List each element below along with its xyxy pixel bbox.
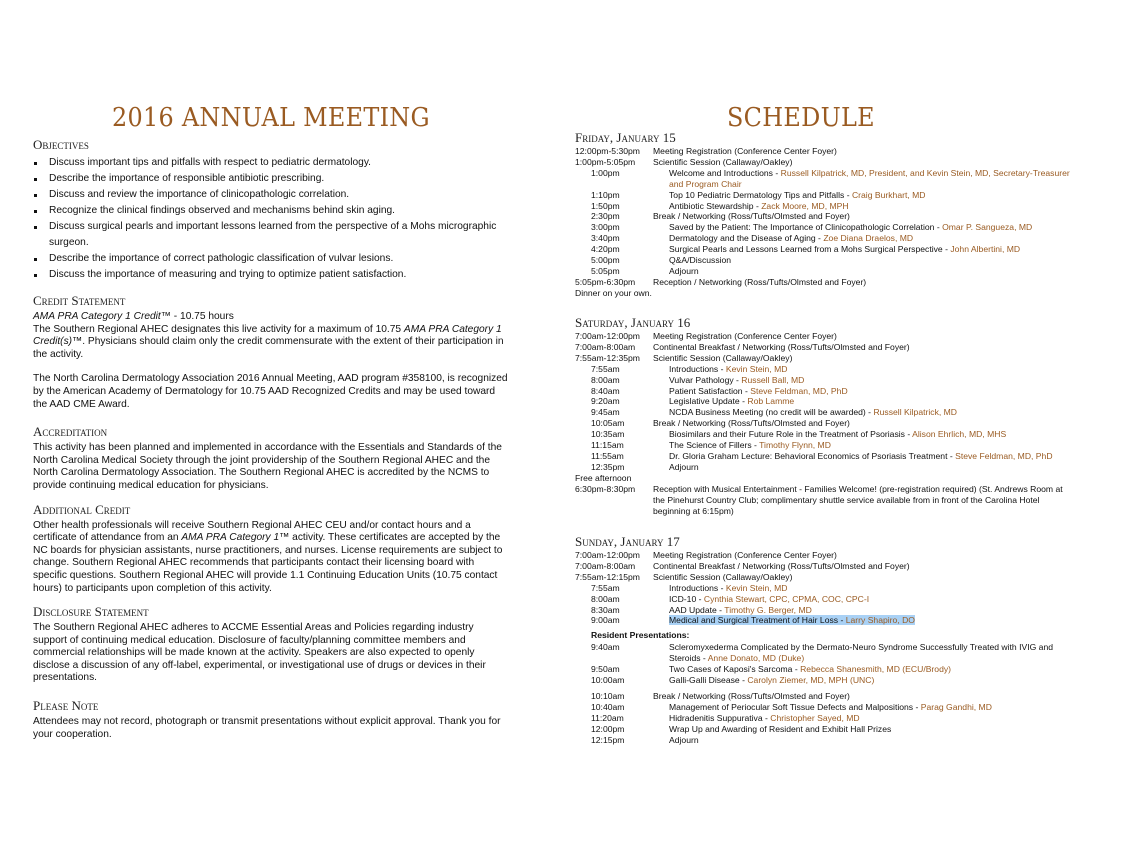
- session-description: [669, 233, 1075, 244]
- session-title: Dermatology and the Disease of Aging: [669, 233, 816, 244]
- speaker-name: Steve Feldman, MD, PhD: [750, 385, 848, 396]
- schedule-row: [575, 353, 1075, 364]
- session-description: [653, 331, 1075, 342]
- session-time: 10:35am: [591, 429, 625, 440]
- schedule-row: [575, 386, 1075, 397]
- session-description: [669, 386, 1075, 397]
- schedule-row: [575, 222, 1075, 233]
- schedule-row: [575, 342, 1075, 353]
- accreditation-text: This activity has been planned and implemented in accordance with the Essentials and Standards of the North Carolina Medical Society through the joint providership of the Southern Regional AHEC and the North Carolina Dermatology Association. The Southern Regional AHEC is accredited by the NCMS to provide continuing medical education for physicians.: [33, 442, 502, 491]
- session-text: [653, 484, 1063, 516]
- session-time: 12:00pm-5:30pm: [575, 146, 640, 156]
- speaker-name: Larry Shapiro, DO: [845, 615, 915, 626]
- session-text: [669, 735, 699, 745]
- schedule-row: [575, 561, 1075, 572]
- session-time: 7:00am-12:00pm: [575, 331, 640, 341]
- session-title: NCDA Business Meeting (no credit will be awarded): [669, 407, 866, 418]
- resident-presentations-heading: Resident Presentations:: [591, 630, 690, 641]
- schedule-row: [575, 396, 1075, 407]
- session-time: 7:55am-12:35pm: [575, 352, 640, 363]
- session-text: [653, 211, 850, 221]
- schedule-row: [575, 201, 1075, 212]
- text: AMA PRA Category 1™: [181, 532, 290, 544]
- session-description: [653, 342, 1075, 353]
- session-title: Legislative Update: [669, 396, 740, 407]
- session-text: The Science of Fillers - Timothy Flynn, MD: [669, 440, 831, 451]
- session-text: Saved by the Patient: The Importance of Clinicopathologic Correlation - Omar P. Sangueza, MD: [669, 222, 1033, 233]
- session-description: [669, 594, 1075, 605]
- session-title: Two Cases of Kaposi's Sarcoma: [669, 664, 793, 675]
- schedule-row: [575, 462, 1075, 473]
- session-title: Biosimilars and their Future Role in the Treatment of Psoriasis: [669, 429, 905, 440]
- session-title: Reception / Networking (Ross/Tufts/Olmsted and Foyer): [653, 276, 867, 287]
- schedule-row: [575, 484, 1075, 517]
- session-description: [669, 244, 1075, 255]
- schedule-row: [575, 664, 1075, 675]
- speaker-name: Russell Kilpatrick, MD, President, and Kevin Stein, MD, Secretary-Treasurer and Program Chair: [669, 167, 1070, 189]
- session-title: Welcome and Introductions: [669, 167, 773, 178]
- session-time: 10:00am: [591, 674, 625, 685]
- session-description: [669, 190, 1075, 201]
- session-description: [669, 664, 1075, 675]
- session-description: [669, 266, 1075, 277]
- session-time: 7:55am: [591, 582, 620, 593]
- session-text: Biosimilars and their Future Role in the Treatment of Psoriasis - Alison Ehrlich, MD, MHS: [669, 429, 1007, 440]
- session-text: [653, 146, 837, 156]
- text: Other health professionals will receive Southern Regional AHEC CEU and/or contact hours and a certificate of attendance from an: [33, 519, 471, 544]
- schedule-row: [575, 473, 1075, 484]
- day-heading: Friday, January 15: [575, 130, 676, 145]
- session-title: AAD Update: [669, 604, 717, 615]
- session-time: 11:15am: [591, 440, 624, 451]
- session-time: 12:00pm: [591, 723, 625, 734]
- session-description: [653, 418, 1075, 429]
- session-title: Introductions: [669, 363, 719, 374]
- speaker-name: Zack Moore, MD, MPH: [761, 200, 849, 211]
- please-note-text: Attendees may not record, photograph or transmit presentations without explicit approval. Thank you for your cooperation.: [33, 716, 501, 740]
- credit-heading: Credit Statement: [33, 293, 126, 308]
- session-time: 5:00pm: [591, 255, 620, 266]
- disclosure-text: The Southern Regional AHEC adheres to ACCME Essential Areas and Policies regarding industry support of continuing medical education. Disclosure of faculty/planning committee members and commercial relationships will be made known at the activity. Speakers are also expected to openly disclose a discussion of any off-label, experimental, or investigational use of drugs or devices in their presentations.: [33, 622, 486, 684]
- session-text: Dermatology and the Disease of Aging - Zoe Diana Draelos, MD: [669, 233, 914, 244]
- day-heading: Sunday, January 17: [575, 534, 680, 549]
- selected-text: Medical and Surgical Treatment of Hair Loss - Larry Shapiro, DO: [669, 615, 915, 626]
- additional-credit-heading: Additional Credit: [33, 501, 131, 517]
- speaker-name: Timothy G. Berger, MD: [724, 604, 812, 615]
- session-time: 10:05am: [591, 418, 625, 429]
- schedule-row: [575, 440, 1075, 451]
- list-item: Discuss surgical pearls and important lessons learned from the perspective of a Mohs micrographic surgeon.: [33, 219, 508, 251]
- session-text: [653, 572, 792, 582]
- session-text: ICD-10 - Cynthia Stewart, CPC, CPMA, COC, CPC-I: [669, 593, 870, 604]
- session-time: 3:40pm: [591, 233, 620, 244]
- please-note-heading: Please Note: [33, 698, 99, 714]
- session-title: Adjourn: [669, 734, 699, 745]
- session-title: Dinner on your own.: [575, 287, 652, 298]
- session-time: 10:40am: [591, 701, 625, 712]
- session-text: Two Cases of Kaposi's Sarcoma - Rebecca Shanesmith, MD (ECU/Brody): [669, 664, 952, 675]
- list-item: Describe the importance of responsible antibiotic prescribing.: [33, 171, 508, 187]
- session-text: [653, 342, 910, 352]
- session-title: Dr. Gloria Graham Lecture: Behavioral Economics of Psoriasis Treatment: [669, 450, 948, 461]
- list-item: Describe the importance of correct pathologic classification of vulvar lesions.: [33, 251, 508, 267]
- list-item: Discuss the importance of measuring and trying to optimize patient satisfaction.: [33, 267, 508, 283]
- session-description: [669, 675, 1075, 686]
- session-text: Hidradenitis Suppurativa - Christopher Sayed, MD: [669, 712, 860, 723]
- session-text: Welcome and Introductions - Russell Kilpatrick, MD, President, and Kevin Stein, MD, Secretary-Treasurer and Program Chair: [669, 167, 1070, 189]
- session-title: Meeting Registration (Conference Center Foyer): [653, 146, 837, 156]
- session-title: Vulvar Pathology: [669, 374, 734, 385]
- session-text: [575, 288, 652, 298]
- speaker-name: Carolyn Ziemer, MD, MPH (UNC): [747, 674, 875, 685]
- session-description: [575, 473, 1075, 484]
- session-time: 9:45am: [591, 407, 620, 418]
- session-description: [669, 615, 1075, 626]
- session-text: Vulvar Pathology - Russell Ball, MD: [669, 374, 805, 385]
- session-title: Medical and Surgical Treatment of Hair Loss: [669, 615, 839, 626]
- speaker-name: Steve Feldman, MD, PhD: [955, 450, 1053, 461]
- speaker-name: Rob Lamme: [747, 396, 795, 407]
- session-title: Break / Networking (Ross/Tufts/Olmsted and Foyer): [653, 211, 850, 222]
- session-description: [669, 713, 1075, 724]
- schedule-row: [575, 429, 1075, 440]
- session-time: 7:00am-8:00am: [575, 560, 636, 571]
- session-text: Patient Satisfaction - Steve Feldman, MD, PhD: [669, 385, 848, 396]
- session-title: Scleromyxederma Complicated by the Dermato-Neuro Syndrome Successfully Treated with IVIG and Steroids: [669, 642, 1054, 664]
- schedule-row: [575, 724, 1075, 735]
- list-item: Recognize the clinical findings observed and mechanisms behind skin aging.: [33, 203, 508, 219]
- session-title: Saved by the Patient: The Importance of Clinicopathologic Correlation: [669, 222, 935, 233]
- session-description: [653, 572, 1075, 583]
- schedule-row: [575, 255, 1075, 266]
- session-time: 5:05pm-6:30pm: [575, 276, 636, 287]
- credit-line: [33, 311, 508, 324]
- list-item: Discuss important tips and pitfalls with respect to pediatric dermatology.: [33, 155, 508, 171]
- session-title: Top 10 Pediatric Dermatology Tips and Pitfalls: [669, 189, 845, 200]
- schedule-row: [575, 713, 1075, 724]
- session-description: [669, 375, 1075, 386]
- session-title: Meeting Registration (Conference Center Foyer): [653, 331, 837, 341]
- schedule-row: [575, 364, 1075, 375]
- session-time: 7:55am-12:15pm: [575, 571, 640, 582]
- day-heading: Saturday, January 16: [575, 315, 691, 330]
- schedule-row: [575, 375, 1075, 386]
- session-text: [653, 277, 866, 287]
- session-text: [653, 353, 792, 363]
- session-description: [653, 561, 1075, 572]
- session-description: [653, 353, 1075, 364]
- schedule-title: SCHEDULE: [727, 103, 875, 133]
- session-time: 6:30pm-8:30pm: [575, 483, 636, 494]
- speaker-name: Christopher Sayed, MD: [770, 712, 860, 723]
- session-time: 1:00pm-5:05pm: [575, 156, 636, 167]
- session-title: Continental Breakfast / Networking (Ross/Tufts/Olmsted and Foyer): [653, 560, 910, 571]
- session-text: Introductions - Kevin Stein, MD: [669, 363, 788, 374]
- session-text: NCDA Business Meeting (no credit will be awarded) - Russell Kilpatrick, MD: [669, 407, 958, 418]
- session-description: [669, 364, 1075, 375]
- page-title: 2016 ANNUAL MEETING: [112, 103, 430, 133]
- session-text: Galli-Galli Disease - Carolyn Ziemer, MD, MPH (UNC): [669, 674, 875, 685]
- list-item: Discuss and review the importance of clinicopathologic correlation.: [33, 187, 508, 203]
- speaker-name: Timothy Flynn, MD: [759, 440, 831, 451]
- session-text: Management of Periocular Soft Tissue Defects and Malpositions - Parag Gandhi, MD: [669, 701, 992, 712]
- speaker-name: Russell Ball, MD: [741, 374, 805, 385]
- session-description: [669, 642, 1075, 664]
- session-description: [669, 451, 1075, 462]
- schedule-row: [575, 266, 1075, 277]
- session-title: Hidradenitis Suppurativa: [669, 712, 763, 723]
- schedule-row: [575, 277, 1075, 288]
- schedule-row: [575, 572, 1075, 583]
- session-description: [669, 605, 1075, 616]
- session-text: AAD Update - Timothy G. Berger, MD: [669, 604, 812, 615]
- schedule-row: [575, 691, 1075, 702]
- session-description: [653, 691, 1075, 702]
- session-description: [669, 222, 1075, 233]
- session-description: [669, 583, 1075, 594]
- schedule-row: [575, 735, 1075, 746]
- credit-type: AMA PRA Category 1 Credit™: [33, 311, 171, 322]
- session-time: 9:50am: [591, 664, 620, 675]
- schedule-row: [575, 418, 1075, 429]
- session-title: Introductions: [669, 582, 719, 593]
- speaker-name: Zoe Diana Draelos, MD: [823, 233, 914, 244]
- day-sunday: [575, 534, 1075, 745]
- session-text: [653, 550, 837, 560]
- session-title: Surgical Pearls and Lessons Learned from a Mohs Surgical Perspective: [669, 244, 943, 255]
- schedule-row: [575, 605, 1075, 616]
- schedule-row: [575, 157, 1075, 168]
- session-description: [669, 407, 1075, 418]
- session-time: 9:20am: [591, 396, 620, 407]
- accreditation-heading: Accreditation: [33, 424, 108, 440]
- schedule-row: [575, 244, 1075, 255]
- session-time: 1:00pm: [591, 167, 620, 178]
- session-description: [653, 146, 1075, 157]
- session-time: 2:30pm: [591, 211, 620, 222]
- session-time: 9:40am: [591, 642, 620, 653]
- schedule-row: [575, 615, 1075, 626]
- text: AMA PRA Category 1 Credit(s)™: [33, 323, 502, 348]
- schedule-row: [575, 331, 1075, 342]
- speaker-name: Kevin Stein, MD: [725, 582, 788, 593]
- additional-credit-text: [33, 520, 508, 596]
- session-description: [669, 440, 1075, 451]
- disclosure-heading: Disclosure Statement: [33, 604, 149, 620]
- session-time: 9:00am: [591, 615, 620, 626]
- session-time: 7:00am-8:00am: [575, 341, 636, 352]
- session-time: 8:40am: [591, 385, 620, 396]
- session-title: Meeting Registration (Conference Center Foyer): [653, 550, 837, 560]
- schedule-row: [575, 146, 1075, 157]
- session-text: [669, 266, 699, 276]
- session-text: [653, 418, 850, 428]
- session-time: 12:35pm: [591, 461, 625, 472]
- day-friday: [575, 130, 1075, 299]
- session-time: 1:50pm: [591, 200, 620, 211]
- session-description: [669, 255, 1075, 266]
- schedule-row: [575, 168, 1075, 190]
- meeting-info: [33, 137, 508, 750]
- speaker-name: Rebecca Shanesmith, MD (ECU/Brody): [800, 664, 952, 675]
- session-text: Antibiotic Stewardship - Zack Moore, MD, MPH: [669, 200, 849, 211]
- session-time: 1:10pm: [591, 189, 620, 200]
- speaker-name: Cynthia Stewart, CPC, CPMA, COC, CPC-I: [703, 593, 870, 604]
- speaker-name: Alison Ehrlich, MD, MHS: [912, 429, 1007, 440]
- credit-paragraph: [33, 324, 508, 362]
- session-time: 4:20pm: [591, 244, 620, 255]
- session-description: [653, 157, 1075, 168]
- session-text: [653, 691, 850, 701]
- session-title: Adjourn: [669, 265, 699, 276]
- session-description: [575, 288, 1075, 299]
- session-text: [653, 561, 910, 571]
- day-saturday: [575, 315, 1075, 516]
- session-text: Surgical Pearls and Lessons Learned from a Mohs Surgical Perspective - John Albertini, MD: [669, 244, 1021, 255]
- session-description: [669, 724, 1075, 735]
- session-title: The Science of Fillers: [669, 440, 752, 451]
- schedule-row: [575, 594, 1075, 605]
- session-description: [653, 484, 1075, 517]
- text: . Physicians should claim only the credit commensurate with the extent of their participation in the activity.: [33, 336, 504, 360]
- session-text: Legislative Update - Rob Lamme: [669, 396, 795, 407]
- session-time: 11:55am: [591, 450, 624, 461]
- session-title: Scientific Session (Callaway/Oakley): [653, 156, 793, 167]
- session-time: 3:00pm: [591, 222, 620, 233]
- speaker-name: Parag Gandhi, MD: [920, 701, 992, 712]
- session-time: 5:05pm: [591, 265, 620, 276]
- session-text: [669, 462, 699, 472]
- session-text: [669, 724, 891, 734]
- session-description: [669, 429, 1075, 440]
- session-title: Break / Networking (Ross/Tufts/Olmsted and Foyer): [653, 418, 850, 429]
- session-time: 8:00am: [591, 374, 620, 385]
- schedule-row: [575, 675, 1075, 686]
- aad-paragraph: The North Carolina Dermatology Association 2016 Annual Meeting, AAD program #358100, is recognized by the American Academy of Dermatology for 10.75 AAD Recognized Credits and may be used toward the AAD CME Award.: [33, 373, 508, 410]
- session-time: 12:15pm: [591, 734, 625, 745]
- session-description: [669, 702, 1075, 713]
- schedule-row: [575, 642, 1075, 664]
- session-time: 11:20am: [591, 712, 624, 723]
- session-description: [669, 201, 1075, 212]
- session-time: 7:00am-12:00pm: [575, 550, 640, 560]
- speaker-name: Anne Donato, MD (Duke): [707, 653, 805, 664]
- speaker-name: Omar P. Sangueza, MD: [942, 222, 1033, 233]
- schedule-row: [575, 550, 1075, 561]
- session-title: Galli-Galli Disease: [669, 674, 740, 685]
- session-title: Scientific Session (Callaway/Oakley): [653, 352, 793, 363]
- session-time: 8:00am: [591, 593, 620, 604]
- session-title: Scientific Session (Callaway/Oakley): [653, 571, 793, 582]
- session-title: Adjourn: [669, 461, 699, 472]
- session-description: [669, 735, 1075, 746]
- schedule-row: [575, 233, 1075, 244]
- session-text: Top 10 Pediatric Dermatology Tips and Pitfalls - Craig Burkhart, MD: [669, 189, 926, 200]
- objectives-list: [33, 155, 508, 283]
- session-title: Patient Satisfaction: [669, 385, 743, 396]
- speaker-name: Kevin Stein, MD: [725, 363, 788, 374]
- session-title: Reception with Musical Entertainment - Families Welcome! (pre-registration required) (St. Andrews Room at the Pinehurst Country Club; complimentary shuttle service available from in front of the Carolina Hotel beginning at 6:15pm): [653, 483, 1063, 516]
- schedule-row: [575, 583, 1075, 594]
- session-time: 7:55am: [591, 363, 620, 374]
- schedule-row: [575, 288, 1075, 299]
- session-description: [669, 396, 1075, 407]
- schedule-row: [575, 451, 1075, 462]
- speaker-name: Craig Burkhart, MD: [851, 189, 926, 200]
- session-title: Wrap Up and Awarding of Resident and Exhibit Hall Prizes: [669, 723, 892, 734]
- session-text: Introductions - Kevin Stein, MD: [669, 582, 788, 593]
- session-title: Break / Networking (Ross/Tufts/Olmsted and Foyer): [653, 690, 850, 701]
- session-text: [653, 157, 792, 167]
- schedule-row: [575, 190, 1075, 201]
- text: activity. These certificates are accepted by the NC boards for physician assistants, nurse practitioners, and nurses. License requirements are subject to change. Southern Regional AHEC recommends that participants contact their licensing board with specific questions. Southern Regional AHEC will provide 1.1 Continuing Education Units (10.75 contact hours) to participants upon completion of this activity.: [33, 532, 503, 594]
- speaker-name: Russell Kilpatrick, MD: [873, 407, 958, 418]
- session-description: [669, 168, 1075, 190]
- session-description: [653, 550, 1075, 561]
- session-title: ICD-10: [669, 593, 697, 604]
- text: The Southern Regional AHEC designates this live activity for a maximum of 10.75: [33, 323, 404, 335]
- session-description: [653, 211, 1075, 222]
- session-title: Free afternoon: [575, 472, 632, 483]
- objectives-heading: Objectives: [33, 137, 89, 152]
- session-title: Management of Periocular Soft Tissue Defects and Malpositions: [669, 701, 914, 712]
- session-text: Dr. Gloria Graham Lecture: Behavioral Economics of Psoriasis Treatment - Steve Feldman, MD, PhD: [669, 450, 1053, 461]
- session-title: Q&A/Discussion: [669, 255, 732, 266]
- session-time: 10:10am: [591, 690, 625, 701]
- schedule-row: [575, 702, 1075, 713]
- credit-hours: - 10.75 hours: [170, 311, 234, 322]
- schedule-row: [575, 211, 1075, 222]
- session-text: [575, 473, 631, 483]
- session-description: [653, 277, 1075, 288]
- session-text: [669, 255, 731, 265]
- session-text: Scleromyxederma Complicated by the Dermato-Neuro Syndrome Successfully Treated with IVIG and Steroids - Anne Donato, MD (Duke): [669, 642, 1054, 664]
- session-time: 8:30am: [591, 604, 620, 615]
- session-title: Continental Breakfast / Networking (Ross/Tufts/Olmsted and Foyer): [653, 341, 910, 352]
- session-text: [653, 331, 837, 341]
- session-title: Antibiotic Stewardship: [669, 200, 756, 211]
- session-description: [669, 462, 1075, 473]
- speaker-name: John Albertini, MD: [950, 244, 1021, 255]
- schedule-row: [575, 407, 1075, 418]
